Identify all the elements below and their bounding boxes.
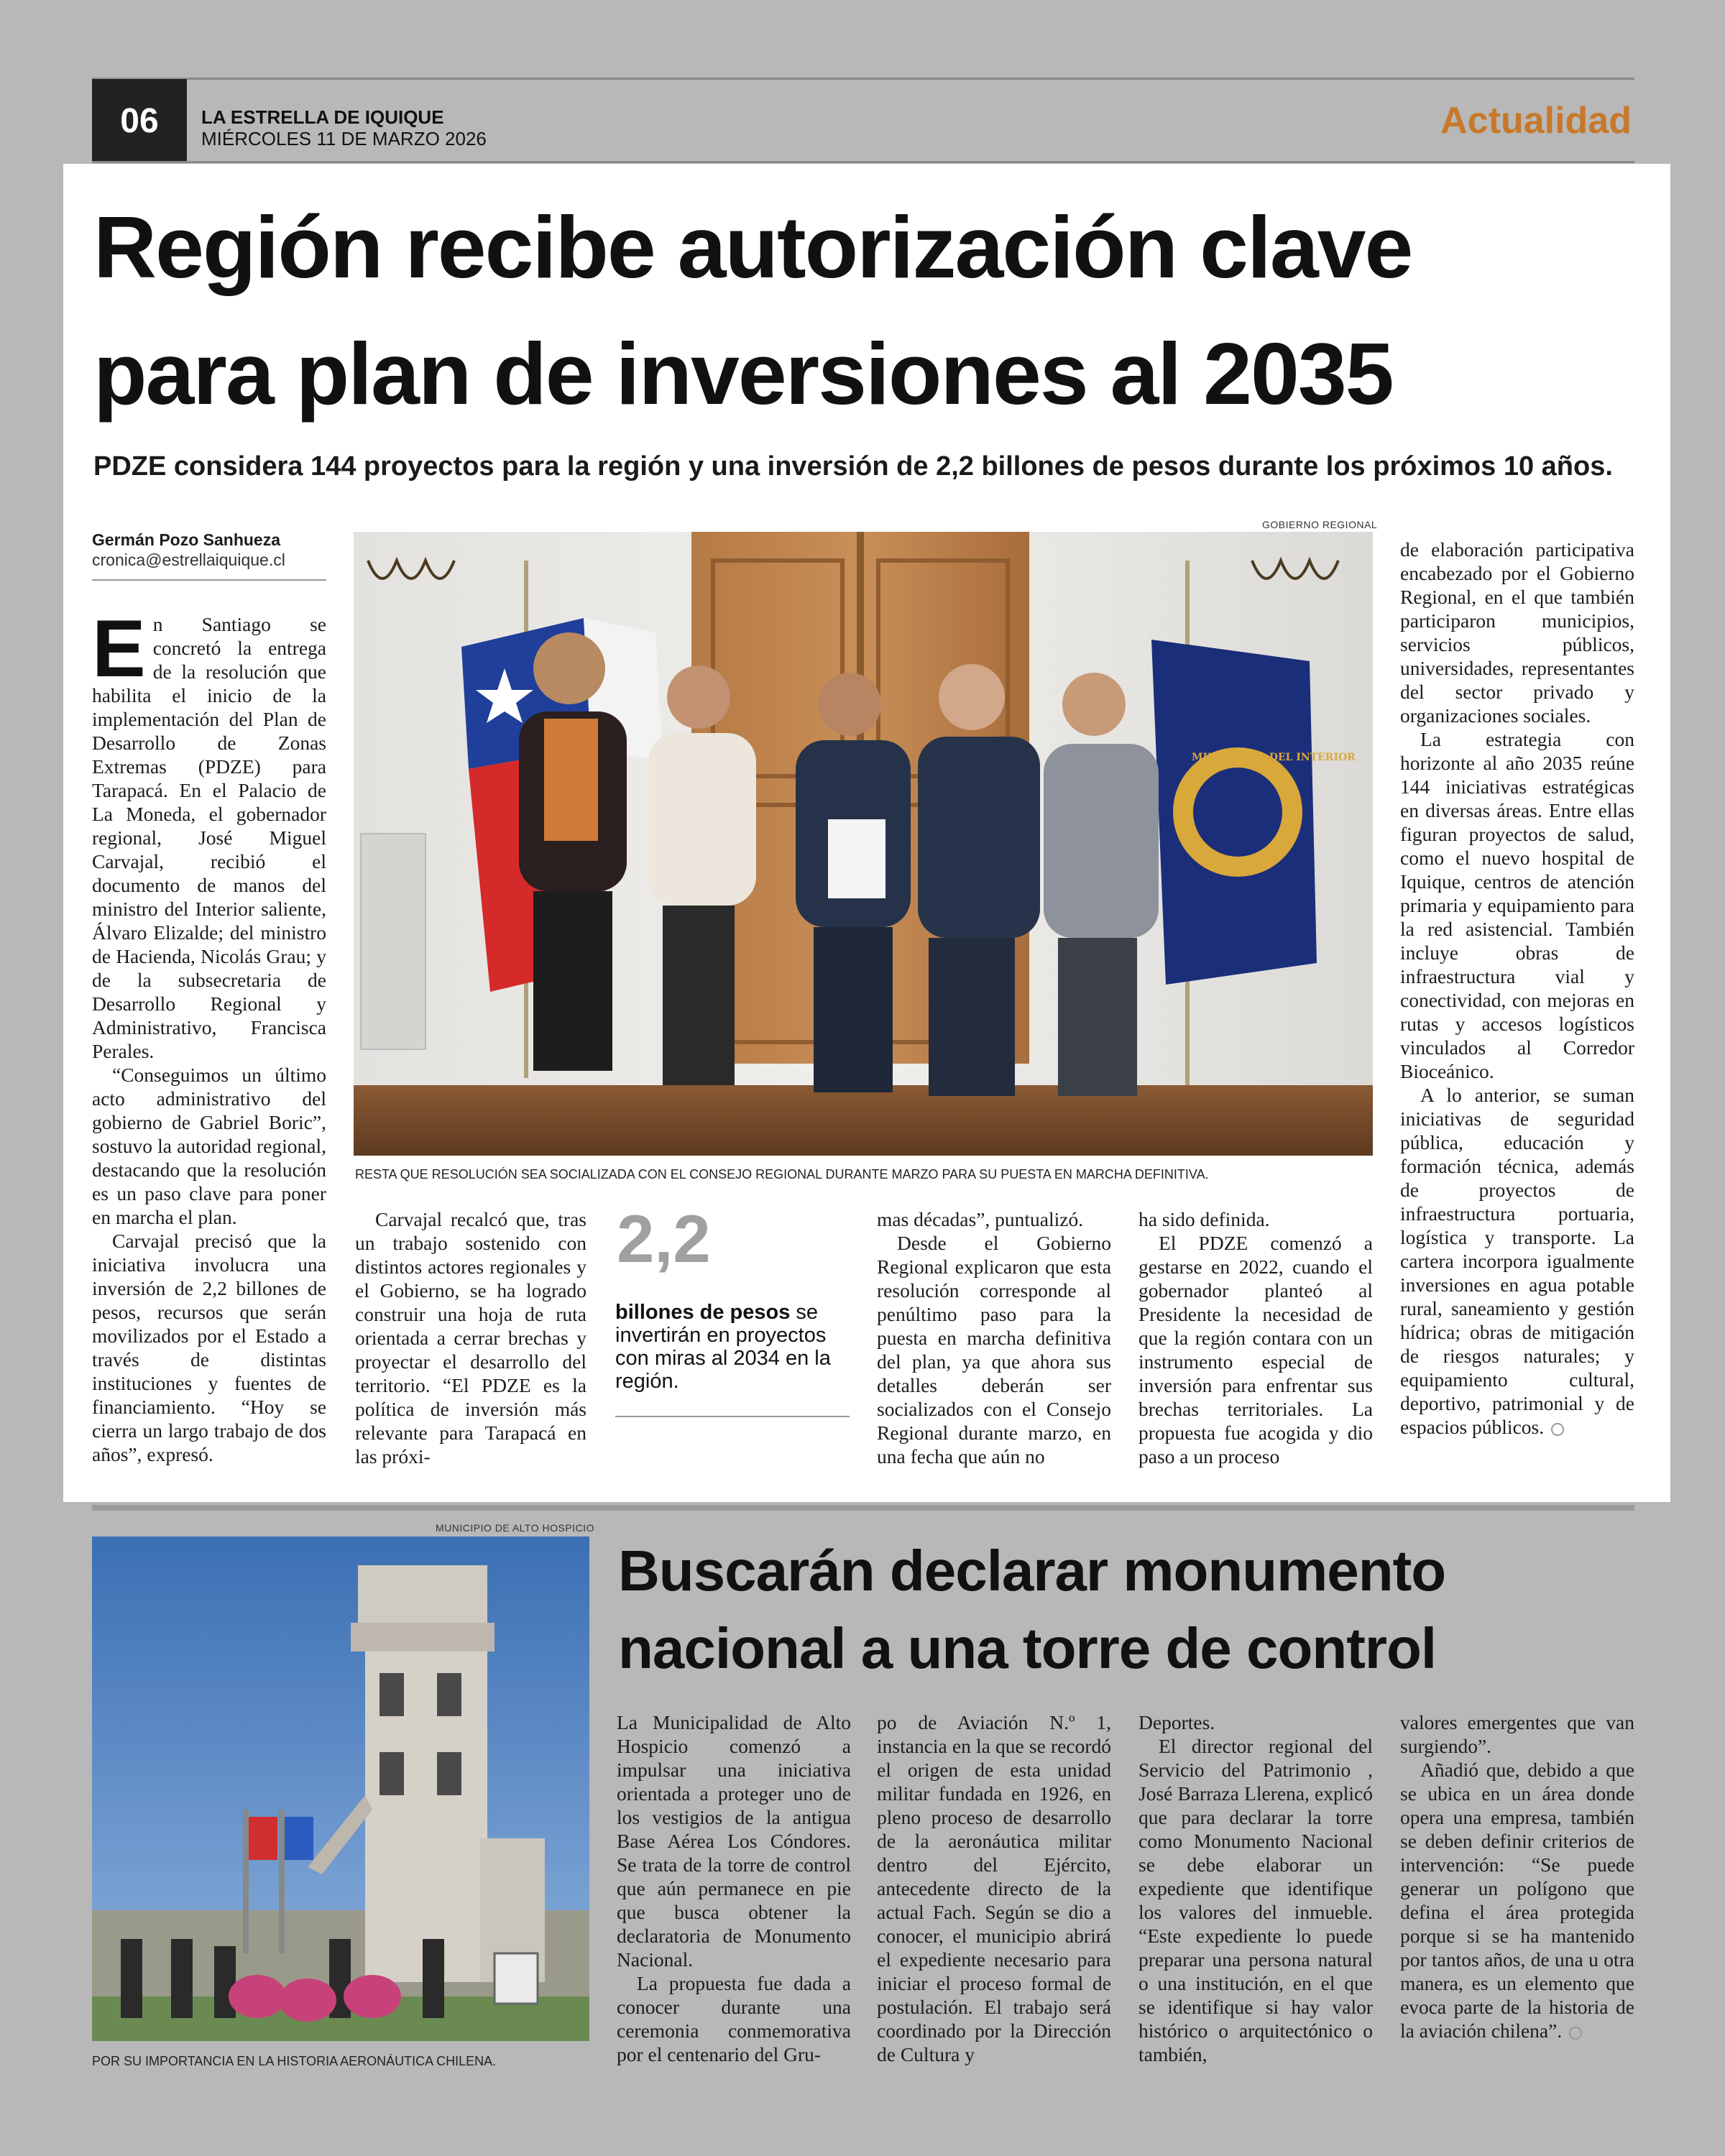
main-col5-paragraph-1: ha sido definida. [1138, 1208, 1270, 1230]
main-column-5 [1138, 1207, 1373, 1468]
main-col1-paragraph-1: En Santiago se concretó la entrega de la resolución que habilita el inicio de la implementación del Plan de Desarrollo de Zonas Extremas (PDZE) para Tarapacá. En el Palacio de La Moneda, el gobernador regional, José Miguel Carvajal, recibió el documento de manos del ministro del Interior saliente, Álvaro Elizalde; del ministro de Hacienda, Nicolás Grau; y de la subsecretaria de Desarrollo Regional y Administrativo, Francisca Perales. [92, 604, 326, 1062]
main-col6-paragraph-3: A lo anterior, se suman iniciativas de seguridad pública, educación y formación técnica, además de proyectos de infraestructura portuaria, logística y transporte. La cartera incorpora igualmente inversiones en agua potable rural, saneamiento y gestión hídrica; obras de mitigación de riesgos naturales; y equipamiento cultural, deportivo, patrimonial y de espacios públicos. [1400, 1084, 1634, 1438]
main-col6-paragraph-1: de elaboración participativa encabezado por el Gobierno Regional, en el que también participaron municipios, servicios públicos, universidades, representantes del sector privado y organizaciones sociales. [1400, 538, 1634, 727]
second-headline-line2: nacional a una torre de control [618, 1616, 1437, 1680]
article-end-icon [1551, 1423, 1564, 1436]
author-email[interactable]: cronica@estrellaiquique.cl [92, 550, 285, 569]
second-column-2 [877, 1710, 1111, 2066]
main-col4-paragraph-2: Desde el Gobierno Regional explicaron que esta resolución corresponde al penúltimo paso para la puesta en marcha definitiva del plan, ya que ahora sus detalles deberán ser socializados con el Consejo Regional durante marzo, en una fecha que aún no [877, 1232, 1111, 1468]
pull-quote-bold: billones de pesos [615, 1301, 791, 1324]
second-col4-paragraph-1: valores emergentes que van surgiendo”. [1400, 1711, 1634, 1757]
main-subheadline: PDZE considera 144 proyectos para la región y una inversión de 2,2 billones de pesos durante los próximos 10 años. [93, 451, 1613, 482]
pull-quote-number: 2,2 [617, 1201, 711, 1276]
flag-text-marks [1192, 752, 1356, 763]
pull-quote-rest: se invertirán en proyectos con miras al 2034 en la región. [615, 1301, 831, 1393]
second-col1-paragraph-1: La Municipalidad de Alto Hospicio comenzó a impulsar una iniciativa orientada a proteger uno de los vestigios de la antigua Base Aérea Los Cóndores. Se trata de la torre de control que aún permanece en pie que busca obtener la declaratoria de Monumento Nacional. [617, 1711, 851, 1971]
pull-quote-text [615, 1301, 842, 1393]
author-name: Germán Pozo Sanhueza [92, 530, 281, 549]
second-photo [92, 1537, 589, 2041]
second-col1-paragraph-2: La propuesta fue dada a conocer durante una ceremonia conmemorativa por el centenario del Gru- [617, 1972, 851, 2065]
page-number: 06 [92, 79, 187, 162]
publication-date: MIÉRCOLES 11 DE MARZO 2026 [201, 128, 487, 149]
second-column-4 [1400, 1710, 1634, 2042]
main-headline-line1: Región recibe autorización clave [93, 198, 1412, 296]
second-col3-paragraph-2: El director regional del Servicio del Patrimonio , José Barraza Llerena, explicó que para declarar la torre como Monumento Nacional se debe elaborar un expediente que identifique los valores del inmueble. “Este expediente lo puede preparar una persona natural o una institución, en el que se identifique si hay valor histórico o arquitectónico o también, [1138, 1735, 1373, 2065]
second-col2-paragraph-1: po de Aviación N.º 1, instancia en la que se recordó el origen de esta unidad militar fundada en 1926, en pleno proceso de desarrollo de la aeronáutica militar dentro del Ejército, antecedente directo de la actual Fach. Según se dio a conocer, el municipio abrirá el expediente necesario para iniciar el proceso formal de postulación. El trabajo será coordinado por la Dirección de Cultura y [877, 1711, 1111, 2065]
second-column-3 [1138, 1710, 1373, 2066]
main-column-4 [877, 1207, 1111, 1468]
flag-text: MINISTERIO DEL INTERIOR [1192, 752, 1356, 763]
drop-cap: E [92, 604, 146, 694]
second-photo-caption: POR SU IMPORTANCIA EN LA HISTORIA AERONÁUTICA CHILENA. [92, 2054, 497, 2068]
main-photo-credit: GOBIERNO REGIONAL [1262, 519, 1378, 530]
second-headline-line1: Buscarán declarar monumento [618, 1539, 1446, 1603]
header-top-rule [92, 78, 1634, 80]
second-column-1 [617, 1710, 851, 2066]
main-col1-paragraph-3: Carvajal precisó que la iniciativa involucra una inversión de 2,2 billones de pesos, recursos que serán movilizados por el Estado a través de distintas instituciones y fuentes de financiamiento. “Hoy se cierra un largo trabajo de dos años”, expresó. [92, 1230, 326, 1465]
pull-quote-rule [615, 1416, 850, 1417]
main-photo [354, 532, 1373, 1156]
main-headline [93, 184, 1639, 437]
header-bottom-rule [92, 161, 1634, 163]
section-title: Actualidad [1440, 100, 1632, 142]
second-col3-paragraph-1: Deportes. [1138, 1711, 1215, 1733]
main-headline-line2: para plan de inversiones al 2035 [93, 325, 1393, 423]
main-col2-paragraph-1: Carvajal recalcó que, tras un trabajo sostenido con distintos actores regionales y el Gobierno, se ha logrado construir una hoja de ruta orientada a cerrar brechas y proyectar el desarrollo del territorio. “El PDZE es la política de inversión más relevante para Tarapacá en las próxi- [355, 1208, 586, 1468]
second-headline [618, 1532, 1596, 1687]
newspaper-name: LA ESTRELLA DE IQUIQUE [201, 106, 444, 128]
byline-rule [92, 579, 326, 581]
main-col6-paragraph-2: La estrategia con horizonte al año 2035 reúne 144 iniciativas estratégicas en diversas áreas. Entre ellas figuran proyectos de salud, como el nuevo hospital de Iquique, centros de atención primaria y equipamiento para la red asistencial. También incluye obras de infraestructura vial y conectividad, con mejoras en rutas y accesos logísticos vinculados al Corredor Bioceánico. [1400, 728, 1634, 1082]
second-photo-credit: MUNICIPIO DE ALTO HOSPICIO [436, 1522, 594, 1534]
main-photo-caption: RESTA QUE RESOLUCIÓN SEA SOCIALIZADA CON EL CONSEJO REGIONAL DURANTE MARZO PARA SU PUESTA EN MARCHA DEFINITIVA. [355, 1167, 1209, 1181]
main-column-1 [92, 604, 326, 1466]
second-article-rule [92, 1505, 1634, 1511]
main-column-6 [1400, 538, 1634, 1439]
main-column-2 [355, 1207, 586, 1468]
second-article-end-icon [1569, 2027, 1582, 2040]
main-col5-paragraph-2: El PDZE comenzó a gestarse en 2022, cuando el gobernador planteó al Presidente la necesidad de que la región contara con un instrumento especial de inversión para enfrentar sus brechas territoriales. La propuesta fue acogida y dio paso a un proceso [1138, 1232, 1373, 1468]
second-col4-paragraph-2: Añadió que, debido a que se ubica en un área donde opera una empresa, también se deben definir criterios de intervención: “Se puede generar un polígono que defina el área protegida porque si se ha mantenido por tantos años, de una u otra manera, es un elemento que evoca parte de la historia de la aviación chilena”. [1400, 1759, 1634, 2042]
main-col4-paragraph-1: mas décadas”, puntualizó. [877, 1208, 1084, 1230]
main-col1-paragraph-2: “Conseguimos un último acto administrativo del gobierno de Gabriel Boric”, sostuvo la autoridad regional, destacando que la resolución es un paso clave para poner en marcha el plan. [92, 1064, 326, 1228]
